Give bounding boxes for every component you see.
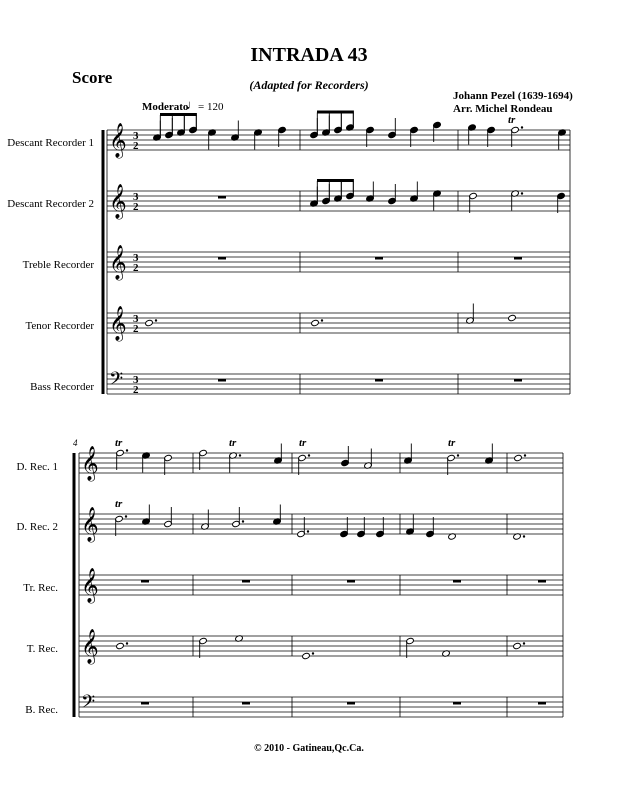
augmentation-dot (242, 520, 244, 522)
time-signature-denominator: 2 (133, 323, 139, 335)
quarter-note-icon: ♩ (186, 97, 199, 112)
trill-ornament: tr (229, 437, 237, 449)
whole-rest (141, 702, 149, 705)
augmentation-dot (126, 449, 128, 451)
augmentation-dot (308, 454, 310, 456)
instrument-name-treble: Treble Recorder (22, 259, 94, 271)
time-signature-numerator: 3 (133, 313, 139, 325)
measure-number: 4 (73, 438, 78, 448)
arranger-credit: Arr. Michel Rondeau (453, 103, 553, 115)
instrument-name-bass: Bass Recorder (30, 381, 94, 393)
augmentation-dot (307, 530, 309, 532)
whole-rest (347, 580, 355, 583)
augmentation-dot (312, 652, 314, 654)
whole-rest (538, 580, 546, 583)
note-head (508, 314, 517, 321)
augmentation-dot (524, 454, 526, 456)
whole-rest (375, 379, 383, 382)
instrument-name-tenor: Tenor Recorder (25, 320, 94, 332)
trill-ornament: tr (115, 437, 123, 449)
whole-rest (514, 257, 522, 260)
augmentation-dot (523, 642, 525, 644)
whole-rest (218, 257, 226, 260)
treble-clef-icon: 𝄞 (109, 306, 127, 341)
treble-clef-icon: 𝄞 (81, 568, 99, 603)
copyright-footer: © 2010 - Gatineau,Qc.Ca. (254, 743, 364, 754)
treble-clef-icon: 𝄞 (81, 507, 99, 542)
instrument-name-short-d1: D. Rec. 1 (16, 461, 58, 473)
trill-ornament: tr (448, 437, 456, 449)
note-beam (160, 113, 197, 116)
whole-rest (242, 702, 250, 705)
time-signature-numerator: 3 (133, 374, 139, 386)
time-signature-numerator: 3 (133, 130, 139, 142)
augmentation-dot (239, 454, 241, 456)
trill-ornament: tr (115, 498, 123, 510)
treble-clef-icon: 𝄞 (109, 245, 127, 280)
tempo-marking: Moderato (142, 101, 189, 113)
augmentation-dot (125, 515, 127, 517)
treble-clef-icon: 𝄞 (81, 446, 99, 481)
whole-rest (347, 702, 355, 705)
whole-rest (218, 379, 226, 382)
note-head (513, 642, 522, 649)
note-head (302, 652, 311, 659)
time-signature-numerator: 3 (133, 191, 139, 203)
whole-rest (375, 257, 383, 260)
augmentation-dot (457, 454, 459, 456)
instrument-name-descant-1: Descant Recorder 1 (7, 137, 94, 149)
score-label: Score (72, 68, 113, 87)
treble-clef-icon: 𝄞 (81, 629, 99, 664)
time-signature-denominator: 2 (133, 384, 139, 396)
instrument-name-short-t: T. Rec. (26, 643, 58, 655)
augmentation-dot (521, 126, 523, 128)
augmentation-dot (521, 192, 523, 194)
note-head (311, 319, 320, 326)
instrument-name-descant-2: Descant Recorder 2 (7, 198, 94, 210)
augmentation-dot (126, 642, 128, 644)
note-head (514, 454, 523, 461)
bass-clef-icon: 𝄢 (81, 692, 96, 717)
instrument-name-short-d2: D. Rec. 2 (16, 521, 58, 533)
time-signature-denominator: 2 (133, 201, 139, 213)
augmentation-dot (321, 319, 323, 321)
whole-rest (453, 702, 461, 705)
piece-subtitle: (Adapted for Recorders) (249, 78, 369, 92)
whole-rest (453, 580, 461, 583)
whole-rest (218, 196, 226, 199)
augmentation-dot (155, 319, 157, 321)
note-beam (317, 111, 354, 114)
tempo-value: = 120 (198, 101, 224, 113)
bass-clef-icon: 𝄢 (109, 369, 124, 394)
whole-rest (538, 702, 546, 705)
whole-rest (141, 580, 149, 583)
instrument-name-short-tr: Tr. Rec. (23, 582, 58, 594)
note-head (116, 642, 125, 649)
time-signature-denominator: 2 (133, 140, 139, 152)
instrument-name-short-b: B. Rec. (25, 704, 58, 716)
treble-clef-icon: 𝄞 (109, 123, 127, 158)
treble-clef-icon: 𝄞 (109, 184, 127, 219)
whole-rest (514, 379, 522, 382)
trill-ornament: tr (299, 437, 307, 449)
time-signature-denominator: 2 (133, 262, 139, 274)
augmentation-dot (523, 535, 525, 537)
whole-rest (242, 580, 250, 583)
trill-ornament: tr (508, 114, 516, 126)
piece-title: INTRADA 43 (250, 44, 368, 66)
time-signature-numerator: 3 (133, 252, 139, 264)
composer-credit: Johann Pezel (1639-1694) (453, 90, 573, 102)
note-beam (317, 179, 354, 182)
note-head (145, 319, 154, 326)
